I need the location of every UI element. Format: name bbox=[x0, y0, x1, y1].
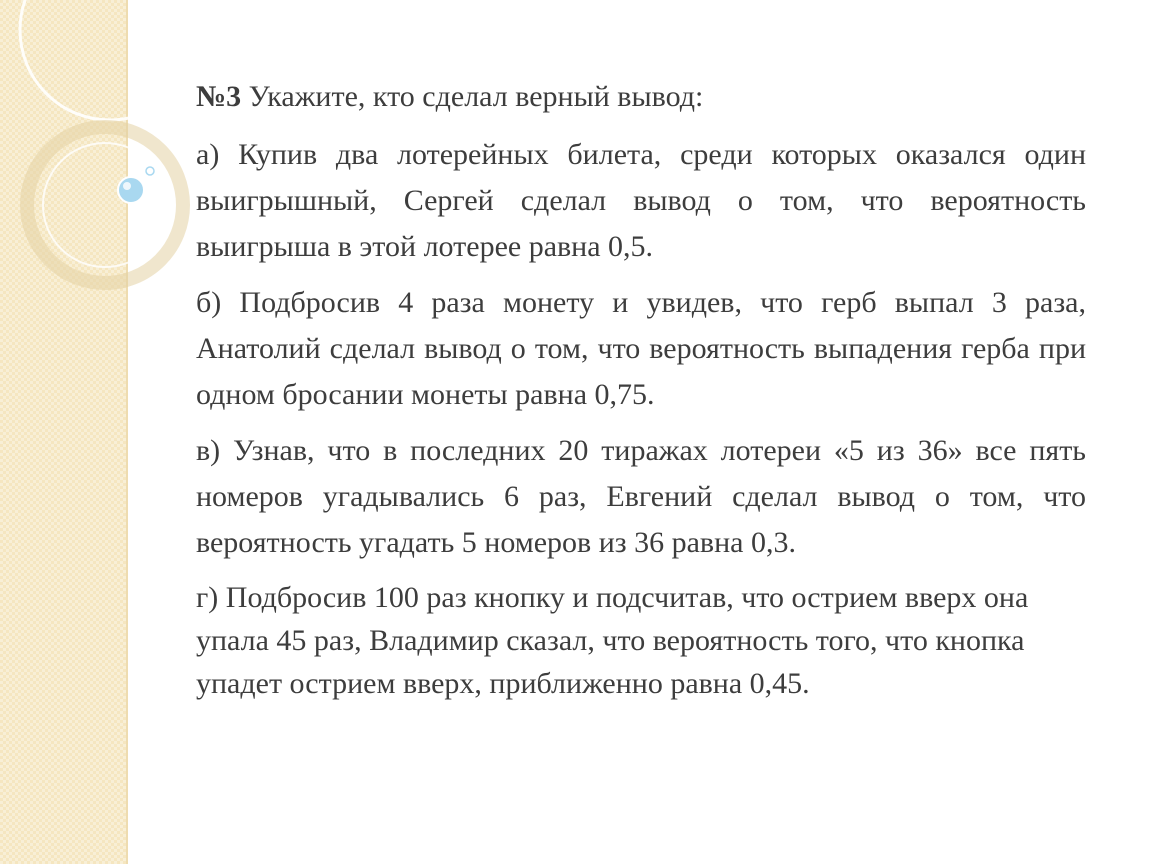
option-d: г) Подбросив 100 раз кнопку и подсчитав, что острием вверх она упала 45 раз, Владимир сказал, что вероятность того, что кнопка упадет острием вверх, приближенно равна 0,45. bbox=[196, 581, 1029, 700]
option-c: в) Узнав, что в последних 20 тиражах лотереи «5 из 36» все пять номеров угадывались 6 раз, Евгений сделал вывод о том, что вероятность угадать 5 номеров из 36 равна 0,3. bbox=[196, 434, 1086, 559]
decorative-circles-icon bbox=[0, 0, 200, 320]
slide-title bbox=[196, 74, 1086, 120]
option-b: б) Подбросив 4 раза монету и увидев, что герб выпал 3 раза, Анатолий сделал вывод о том, что вероятность выпадения герба при одном бросании монеты равна 0,75. bbox=[196, 286, 1086, 411]
task-prompt: Укажите, кто сделал верный вывод: bbox=[248, 80, 704, 113]
task-number: №3 bbox=[196, 80, 242, 113]
slide-content bbox=[196, 74, 1086, 715]
option-a: а) Купив два лотерейных билета, среди которых оказался один выигрышный, Сергей сделал вывод о том, что вероятность выигрыша в этой лотерее равна 0,5. bbox=[196, 138, 1086, 263]
